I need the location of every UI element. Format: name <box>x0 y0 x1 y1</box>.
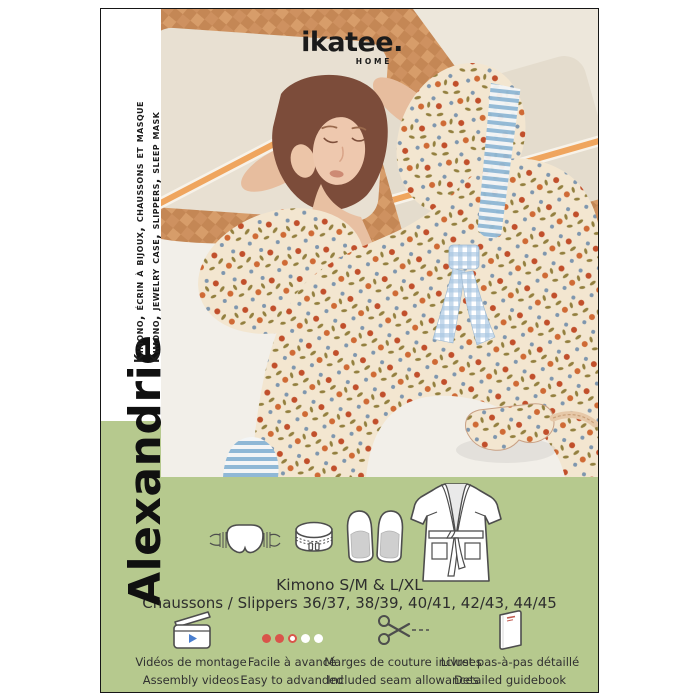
feature-label-en: Assembly videos <box>142 673 240 688</box>
brand-tagline: HOME <box>355 57 393 66</box>
feature-label-en: Included seam allowances <box>327 673 479 688</box>
difficulty-dots-icon <box>262 634 323 651</box>
slippers-drawing <box>344 507 406 567</box>
feature-label-en: Detailed guidebook <box>453 673 567 688</box>
feature-label-fr: Marges de couture incluses <box>324 655 482 669</box>
pattern-sheet <box>100 8 599 693</box>
kimono-drawing <box>407 481 505 585</box>
kimono-sizes: Kimono S/M & L/XL <box>276 576 423 594</box>
feature-label-fr: Vidéos de montage <box>135 655 247 669</box>
slipper-sizes: Chaussons / Slippers 36/37, 38/39, 40/41, 42/43, 44/45 <box>142 594 557 612</box>
feature-label-fr: Facile à avancé <box>247 655 337 669</box>
feature-label-en: Easy to advanded <box>240 673 344 688</box>
feature-guidebook <box>425 607 595 687</box>
brand-logo <box>297 29 407 66</box>
pattern-title: Alexandrie <box>120 334 171 606</box>
bed-photo <box>161 9 599 477</box>
subtitle-french: Kimono, écrin à bijoux, chaussons et masque <box>132 101 146 363</box>
sleep-mask-drawing <box>209 521 281 563</box>
brand-name: ikatee. <box>301 27 403 58</box>
feature-label-fr: Livret pas-à-pas détaillé <box>440 655 580 669</box>
booklet-icon <box>495 609 525 651</box>
subtitle-english: Kimono, jewelry case, slippers, sleep mask <box>148 111 162 363</box>
scissors-icon <box>375 609 431 651</box>
jewelry-case-drawing <box>291 517 337 563</box>
